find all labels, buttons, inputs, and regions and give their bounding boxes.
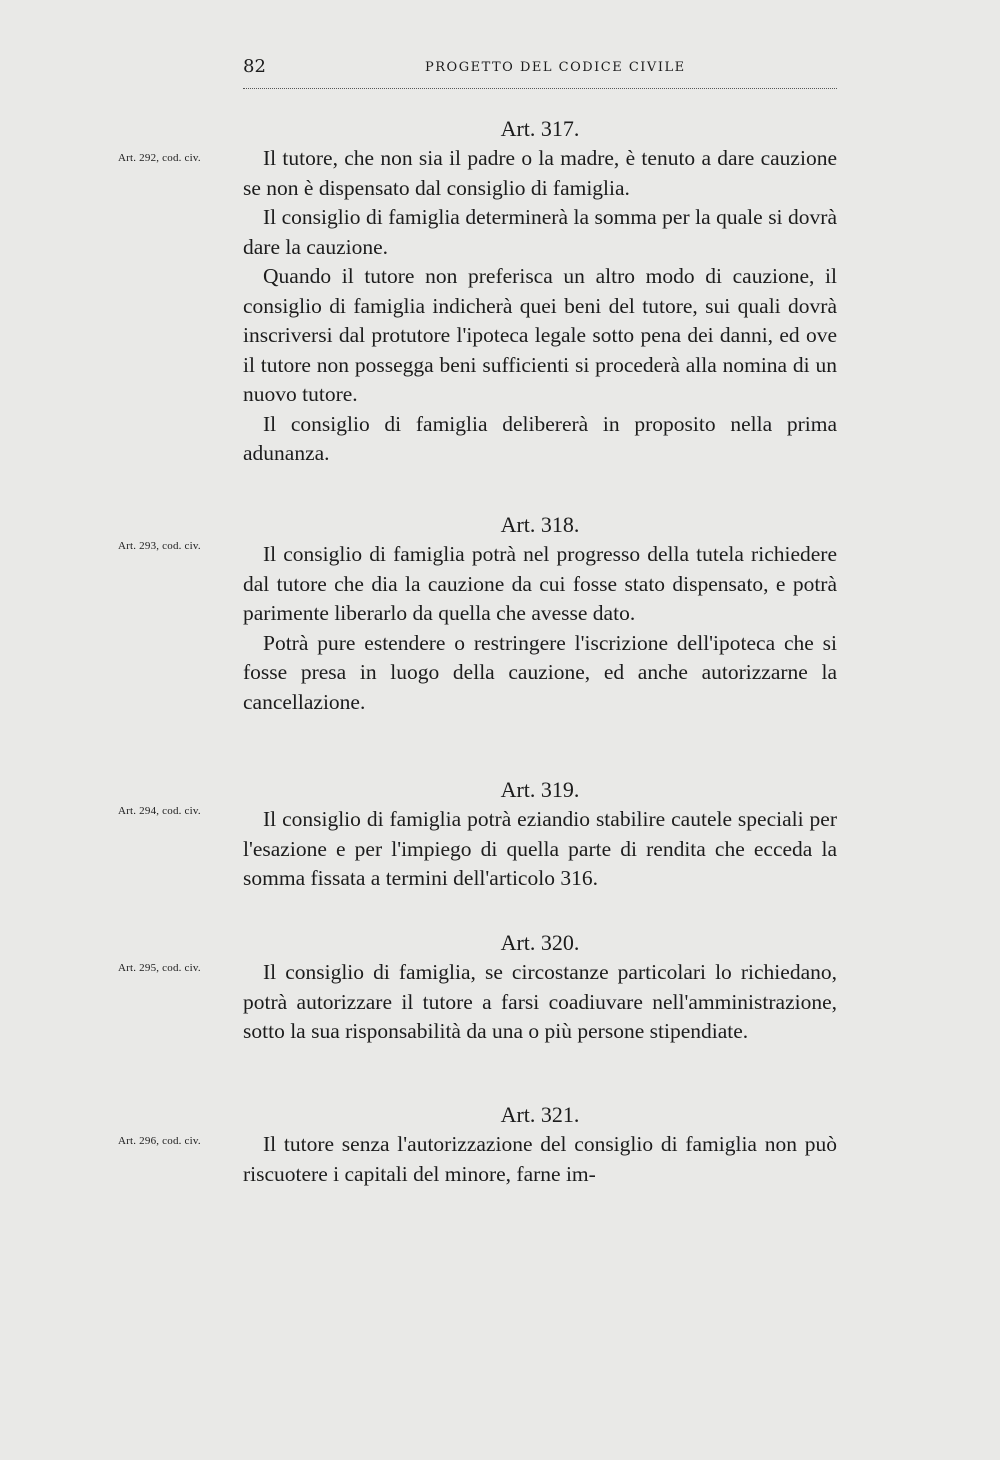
margin-reference-317: Art. 292, cod. civ. — [118, 152, 201, 164]
article-321 — [243, 1100, 837, 1189]
article-320 — [243, 928, 837, 1047]
article-paragraph: Il consiglio di famiglia delibererà in proposito nella prima adunanza. — [243, 411, 837, 465]
article-heading: Art. 320. — [500, 930, 580, 955]
article-318 — [243, 510, 837, 717]
article-heading: Art. 319. — [500, 777, 580, 802]
margin-reference-321: Art. 296, cod. civ. — [118, 1135, 201, 1147]
page-number: 82 — [243, 56, 266, 77]
article-paragraph: Quando il tutore non preferisca un altro modo di cauzione, il consiglio di famiglia indicherà quei beni del tutore, sui quali dovrà inscriversi dal protutore l'ipoteca legale sotto pena dei danni, ed ove il tutore non possegga beni sufficienti si procederà alla nomina di un nuovo tutore. — [243, 264, 837, 406]
margin-reference-319: Art. 294, cod. civ. — [118, 805, 201, 817]
article-paragraph: Il consiglio di famiglia, se circostanze particolari lo richiedano, potrà autorizzare il tutore a farsi coadiuvare nell'amministrazione, sotto la sua risponsabilità da una o più persone stipendiate. — [243, 960, 837, 1043]
article-heading: Art. 317. — [500, 116, 580, 141]
article-paragraph: Il consiglio di famiglia determinerà la somma per la quale si dovrà dare la cauzione. — [243, 205, 837, 259]
article-heading: Art. 321. — [500, 1102, 580, 1127]
article-paragraph: Il tutore senza l'autorizzazione del consiglio di famiglia non può riscuotere i capitali del minore, farne im- — [243, 1132, 837, 1186]
article-319 — [243, 775, 837, 894]
article-317 — [243, 114, 837, 469]
article-paragraph: Potrà pure estendere o restringere l'iscrizione dell'ipoteca che si fosse presa in luogo della cauzione, ed anche autorizzarne la cancellazione. — [243, 630, 837, 714]
article-paragraph: Il consiglio di famiglia potrà eziandio stabilire cautele speciali per l'esazione e per l'impiego di quella parte di rendita che ecceda la somma fissata a termini dell'articolo 316. — [243, 807, 837, 890]
running-title: PROGETTO DEL CODICE CIVILE — [425, 60, 686, 75]
margin-reference-318: Art. 293, cod. civ. — [118, 540, 201, 552]
margin-reference-320: Art. 295, cod. civ. — [118, 962, 201, 974]
page-header — [243, 56, 837, 89]
article-heading: Art. 318. — [500, 512, 580, 537]
article-paragraph: Il tutore, che non sia il padre o la madre, è tenuto a dare cauzione se non è dispensato dal consiglio di famiglia. — [243, 146, 837, 200]
article-paragraph: Il consiglio di famiglia potrà nel progresso della tutela richiedere dal tutore che dia la cauzione da cui fosse stato dispensato, e potrà parimente liberarlo da quella che avesse dato. — [243, 542, 837, 625]
